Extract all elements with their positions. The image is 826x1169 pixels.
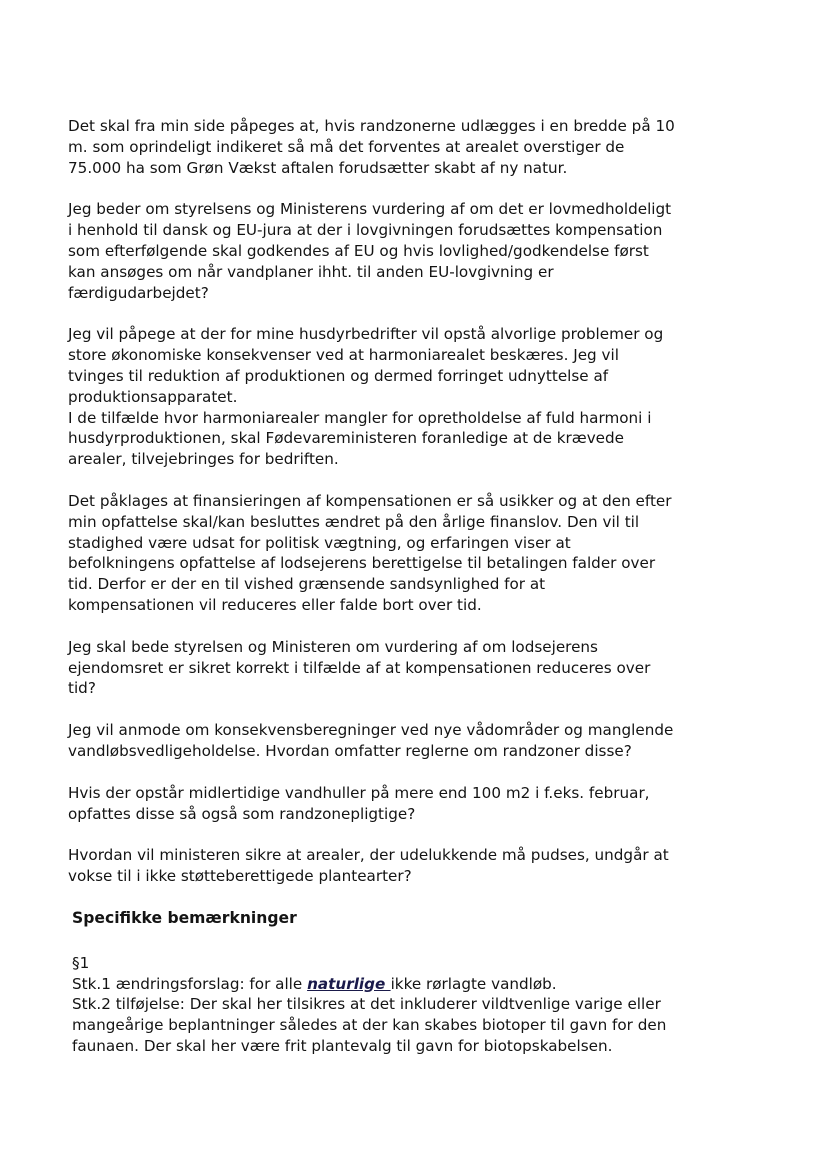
paragraph-plant-species: Hvordan vil ministeren sikre at arealer, der udelukkende må pudses, undgår at vokse til i ikke støtteberettigede plantearter? [68, 846, 669, 886]
paragraph-legality-question: Jeg beder om styrelsens og Ministerens vurdering af om det er lovmedholdeligt i henhold til dansk og EU-jura at der i lovgivningen forudsættes kompensation som efterfølgende skal godkendes af EU og hvis lovlighed/godkendelse først kan ansøges om når vandplaner ihht. til anden EU-lovgivning er færdigudarbejdet? [68, 200, 672, 302]
paragraph-randzone-width: Det skal fra min side påpeges at, hvis randzonerne udlægges i en bredde på 10 m. som oprindeligt indikeret så må det forventes at arealet overstiger de 75.000 ha som Grøn Vækst aftalen forudsætter skabt af ny natur. [68, 117, 675, 177]
paragraph-financing-complaint: Det påklages at finansieringen af kompensationen er så usikker og at den efter min opfattelse skal/kan besluttes ændret på den årlige finanslov. Den vil til stadighed være udsat for politisk vægtning, og erfaringen viser at befolkningens opfattelse af lodsejerens berettigelse til betalingen falder over tid. Derfor er der en til vished grænsende sandsynlighed for at kompensationen vil reduceres eller falde bort over tid. [68, 491, 672, 614]
paragraph-wetlands: Jeg vil anmode om konsekvensberegninger ved nye vådområder og manglende vandløbsvedligeholdelse. Hvordan omfatter reglerne om randzoner disse? [68, 721, 674, 760]
stk2-text: Stk.2 tilføjelse: Der skal her tilsikres at det inkluderer vildtvenlige varige eller mangeårige beplantninger således at der kan skabes biotoper til gavn for den faunaen. Der skal her være frit plantevalg til gavn for biotopskabelsen. [72, 995, 667, 1055]
paragraph-livestock-problems: Jeg vil påpege at der for mine husdyrbedrifter vil opstå alvorlige problemer og store økonomiske konsekvenser ved at harmoniarealet beskæres. Jeg vil tvinges til reduktion af produktionen og dermed forringet udnyttelse af produktionsapparatet. I de tilfælde hvor harmoniarealer mangler for opretholdelse af fuld harmoni i husdyrproduktionen, skal Fødevareministeren foranledige at de krævede arealer, tilvejebringes for bedriften. [68, 325, 664, 469]
section-heading: Specifikke bemærkninger [72, 908, 297, 927]
paragraph-property-rights: Jeg skal bede styrelsen og Ministeren om vurdering af om lodsejerens ejendomsret er sikret korrekt i tilfælde af at kompensationen reduceres over tid? [68, 637, 651, 698]
paragraph-water-holes: Hvis der opstår midlertidige vandhuller på mere end 100 m2 i f.eks. februar, opfattes disse så også som randzonepligtige? [68, 783, 650, 823]
stk1-suffix: ikke rørlagte vandløb. [390, 974, 557, 993]
section-paragraph-1 [72, 953, 768, 1057]
document-body [68, 116, 768, 1057]
stk1-emphasis: naturlige [307, 974, 391, 993]
stk1-line [72, 974, 768, 995]
section-number: §1 [72, 953, 90, 972]
stk1-prefix: Stk.1 ændringsforslag: for alle [72, 974, 308, 993]
